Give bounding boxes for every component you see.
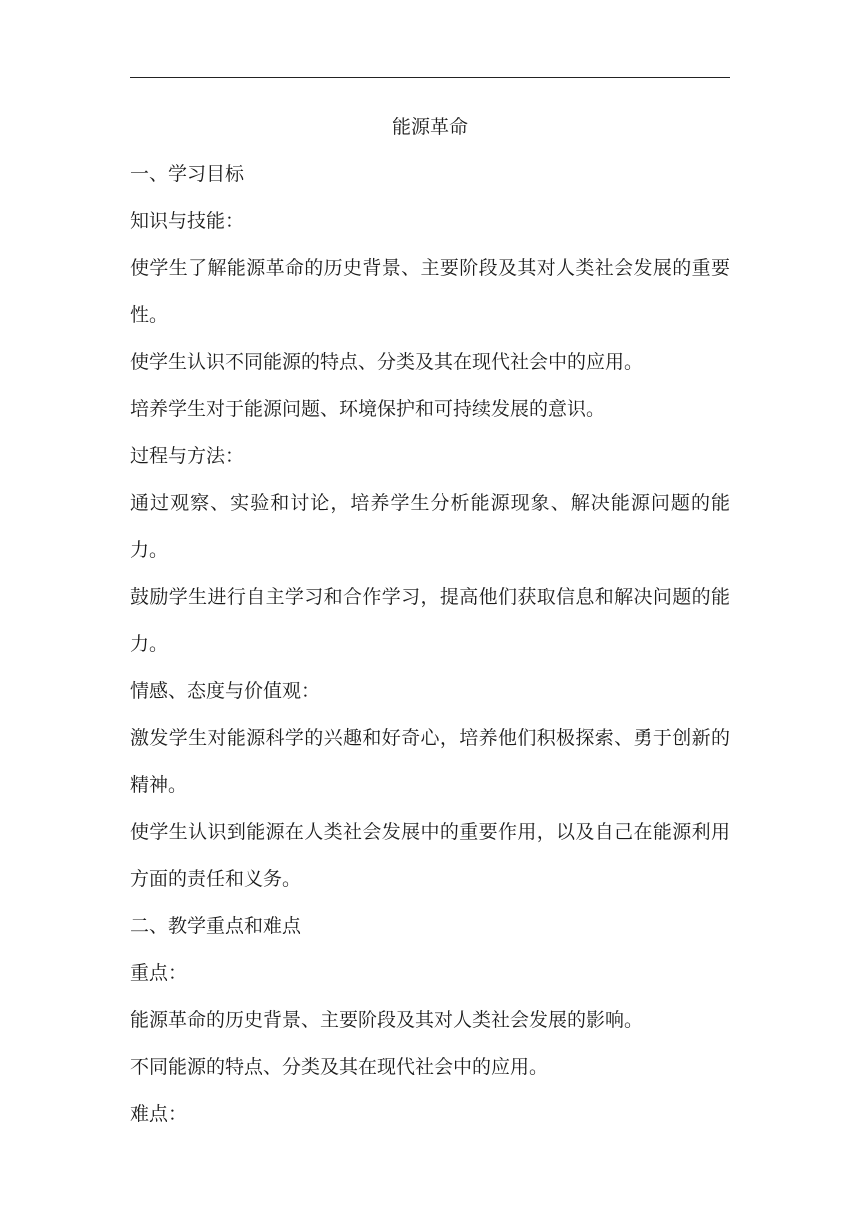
paragraph: 使学生了解能源革命的历史背景、主要阶段及其对人类社会发展的重要性。 [130,257,730,326]
subheading-key-points: 重点： [130,962,188,984]
document-title: 能源革命 [391,116,468,138]
paragraph: 鼓励学生进行自主学习和合作学习，提高他们获取信息和解决问题的能力。 [130,586,730,655]
document-body [130,104,730,1138]
paragraph: 通过观察、实验和讨论，培养学生分析能源现象、解决能源问题的能力。 [130,492,730,561]
paragraph: 培养学生对于能源问题、环境保护和可持续发展的意识。 [130,398,606,420]
paragraph: 不同能源的特点、分类及其在现代社会中的应用。 [130,1056,549,1078]
subheading-knowledge-skills: 知识与技能： [130,210,245,232]
paragraph: 使学生认识不同能源的特点、分类及其在现代社会中的应用。 [130,351,644,373]
section-heading-key-points: 二、教学重点和难点 [130,915,302,937]
subheading-difficulties: 难点： [130,1103,188,1125]
section-heading-learning-objectives: 一、学习目标 [130,163,245,185]
paragraph: 使学生认识到能源在人类社会发展中的重要作用，以及自己在能源利用方面的责任和义务。 [130,821,730,890]
subheading-attitudes-values: 情感、态度与价值观： [130,680,321,702]
header-rule [130,77,730,78]
paragraph: 激发学生对能源科学的兴趣和好奇心，培养他们积极探索、勇于创新的精神。 [130,727,730,796]
paragraph: 能源革命的历史背景、主要阶段及其对人类社会发展的影响。 [130,1009,644,1031]
subheading-process-methods: 过程与方法： [130,445,245,467]
